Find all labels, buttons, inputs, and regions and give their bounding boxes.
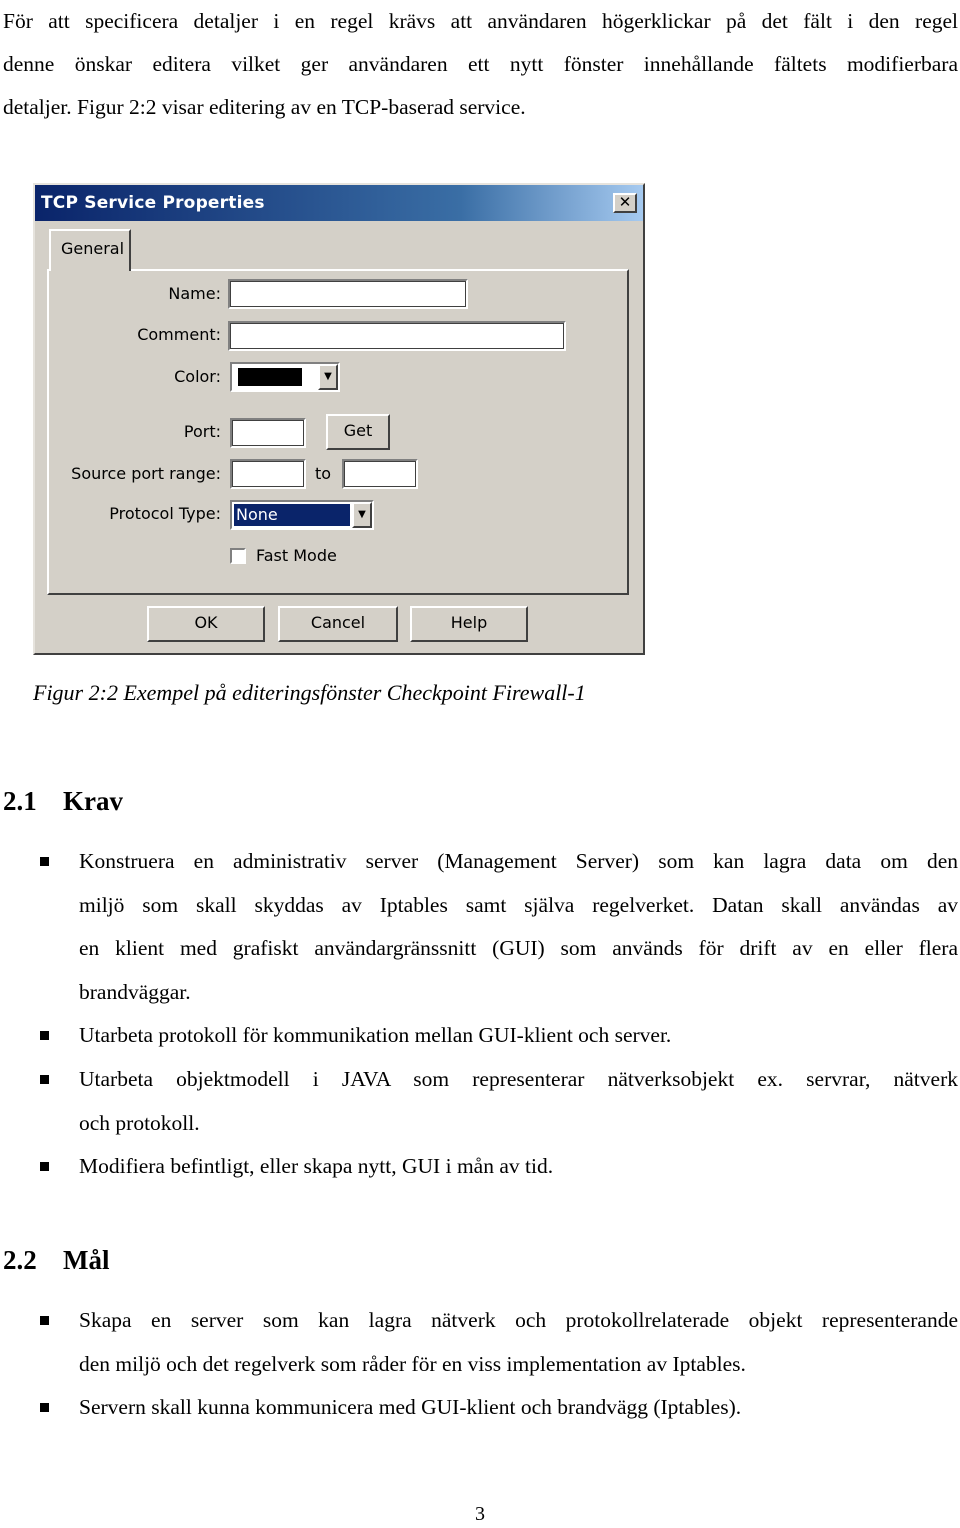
protocol-type-value: None: [234, 504, 350, 526]
chevron-down-icon[interactable]: ▼: [352, 502, 372, 528]
help-button[interactable]: Help: [410, 606, 528, 642]
bullet-line: Modifiera befintligt, eller skapa nytt, GUI i mån av tid.: [79, 1154, 554, 1178]
page-number: 3: [475, 1503, 485, 1525]
list-item: [0, 840, 958, 1014]
list-item: [0, 1014, 958, 1058]
bullet-icon: [40, 1031, 49, 1040]
tab-general-label: General: [61, 239, 125, 258]
comment-field[interactable]: [228, 321, 566, 351]
bullet-icon: [40, 1316, 49, 1325]
bullet-line: den miljö och det regelverk som råder för en viss implementation av Iptables.: [79, 1351, 746, 1376]
bullet-line: Utarbeta protokoll för kommunikation mellan GUI-klient och server.: [79, 1023, 672, 1047]
color-swatch: [238, 368, 302, 386]
list-item: [0, 1058, 958, 1146]
protocol-type-dropdown[interactable]: [230, 500, 374, 530]
comment-label: Comment:: [137, 325, 221, 344]
get-button[interactable]: Get: [326, 414, 390, 450]
tcp-service-properties-dialog: [33, 183, 645, 655]
intro-paragraph: [3, 0, 958, 129]
color-dropdown[interactable]: [230, 362, 340, 392]
bullet-line: miljö som skall skyddas av Iptables samt själva regelverket. Datan skall användas av: [79, 892, 958, 917]
port-label: Port:: [183, 422, 221, 441]
intro-line: För att specificera detaljer i en regel krävs att användaren högerklickar på det fält i den regel: [3, 9, 958, 33]
bullet-line: en klient med grafiskt användargränssnitt (GUI) som används för drift av en eller flera: [79, 936, 958, 960]
ok-button[interactable]: OK: [147, 606, 265, 642]
color-label: Color:: [174, 367, 221, 386]
port-field[interactable]: [230, 418, 306, 448]
bullet-line: Konstruera en administrativ server (Management Server) som kan lagra data om den: [79, 849, 958, 873]
section-title: Mål: [63, 1245, 110, 1275]
source-port-from-field[interactable]: [230, 459, 306, 489]
bullet-icon: [40, 1162, 49, 1171]
section-number: 2.1: [3, 786, 37, 816]
intro-line: detaljer. Figur 2:2 visar editering av en TCP-baserad service.: [3, 95, 526, 119]
bullet-line: brandväggar.: [79, 979, 191, 1004]
fast-mode-checkbox[interactable]: [230, 548, 246, 564]
tab-general[interactable]: [49, 229, 131, 271]
list-item: [0, 1386, 958, 1430]
to-label: to: [315, 464, 332, 483]
name-field[interactable]: [228, 279, 468, 309]
protocol-type-label: Protocol Type:: [109, 504, 221, 523]
bullet-line: Skapa en server som kan lagra nätverk och protokollrelaterade objekt representerande: [79, 1308, 958, 1332]
fast-mode-label: Fast Mode: [256, 546, 337, 565]
dialog-titlebar[interactable]: [35, 185, 643, 221]
cancel-button[interactable]: Cancel: [278, 606, 398, 642]
bullet-icon: [40, 1075, 49, 1084]
section-number: 2.2: [3, 1245, 37, 1275]
section-title: Krav: [63, 786, 123, 816]
general-panel: [47, 269, 629, 595]
dialog-title: TCP Service Properties: [41, 193, 265, 213]
intro-line: denne önskar editera vilket ger användaren ett nytt fönster innehållande fältets modifierbara: [3, 52, 958, 76]
section-heading-mal: [3, 1245, 110, 1276]
bullet-line: Servern skall kunna kommunicera med GUI-klient och brandvägg (Iptables).: [79, 1395, 742, 1419]
name-label: Name:: [168, 284, 221, 303]
bullet-line: Utarbeta objektmodell i JAVA som representerar nätverksobjekt ex. servrar, nätverk: [79, 1067, 958, 1091]
source-port-to-field[interactable]: [342, 459, 418, 489]
bullet-icon: [40, 857, 49, 866]
section-heading-krav: [3, 786, 123, 817]
list-item: [0, 1299, 958, 1387]
list-item: [0, 1145, 958, 1189]
bullet-line: och protokoll.: [79, 1110, 200, 1135]
chevron-down-icon[interactable]: ▼: [318, 364, 338, 390]
figure-caption: Figur 2:2 Exempel på editeringsfönster Checkpoint Firewall-1: [33, 680, 586, 705]
bullet-icon: [40, 1403, 49, 1412]
close-icon[interactable]: ✕: [613, 193, 637, 213]
source-port-range-label: Source port range:: [71, 464, 221, 483]
